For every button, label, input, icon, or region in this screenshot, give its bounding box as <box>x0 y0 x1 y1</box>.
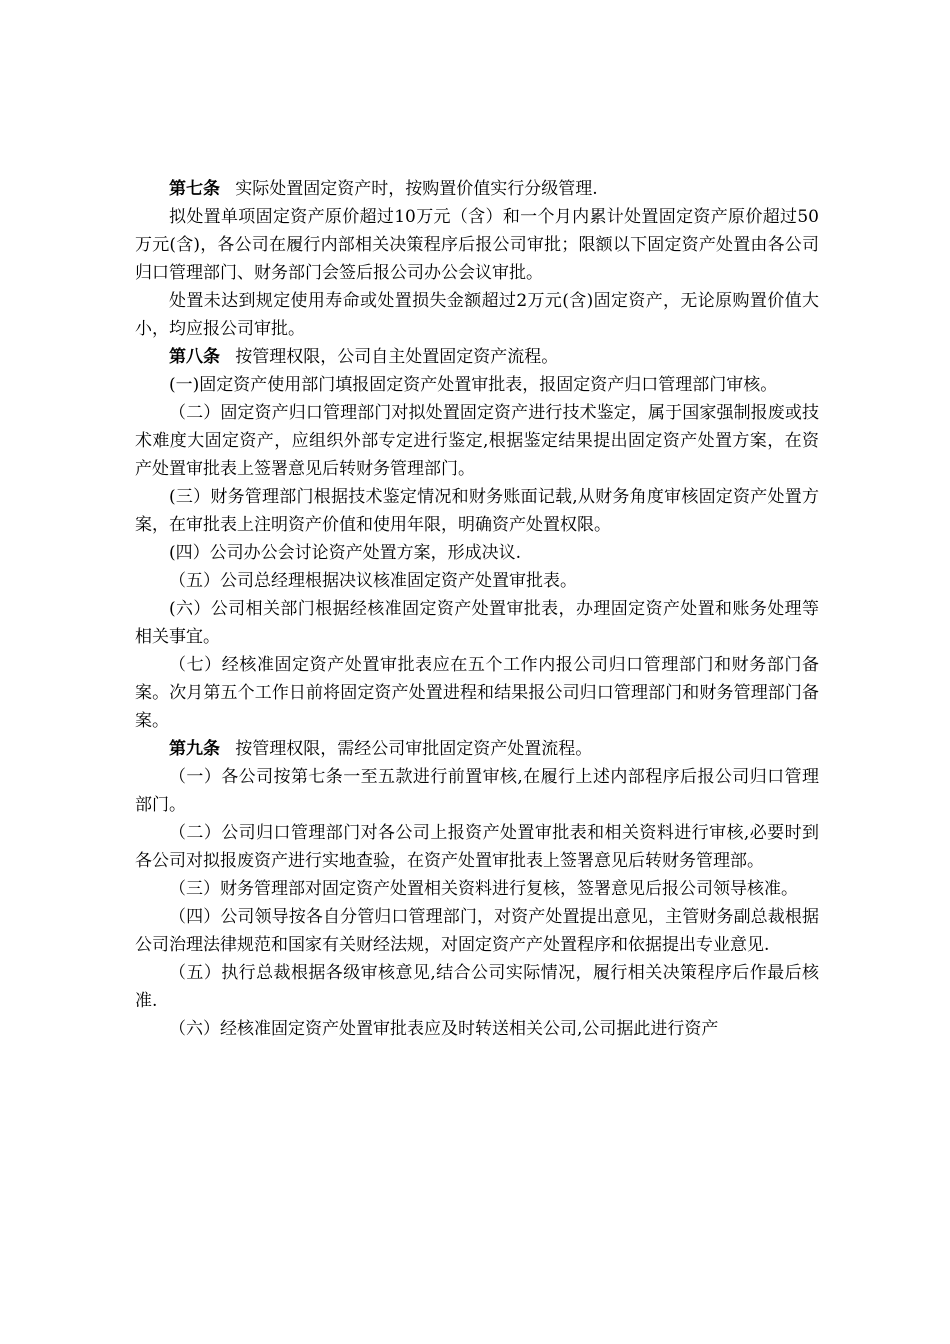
article-7-paragraph <box>135 175 819 203</box>
paragraph-text: (六）公司相关部门根据经核准固定资产处置审批表，办理固定资产处置和账务处理等相关事宜。 <box>135 599 819 647</box>
paragraph-text: （五）执行总裁根据各级审核意见,结合公司实际情况，履行相关决策程序后作最后核准. <box>135 963 819 1011</box>
list-item-paragraph <box>135 1015 819 1043</box>
list-item-paragraph <box>135 875 819 903</box>
article-9-paragraph <box>135 735 819 763</box>
article-heading: 第八条 <box>169 347 220 367</box>
paragraph-text: （二）公司归口管理部门对各公司上报资产处置审批表和相关资料进行审核,必要时到各公司对拟报废资产进行实地查验，在资产处置审批表上签署意见后转财务管理部。 <box>135 823 819 871</box>
list-item-paragraph <box>135 483 819 539</box>
paragraph-text: (三）财务管理部门根据技术鉴定情况和财务账面记载,从财务角度审核固定资产处置方案，在审批表上注明资产价值和使用年限，明确资产处置权限。 <box>135 487 819 535</box>
paragraph-text: （三）财务管理部对固定资产处置相关资料进行复核，签署意见后报公司领导核准。 <box>169 879 798 899</box>
article-heading: 第七条 <box>169 179 220 199</box>
list-item-paragraph <box>135 371 819 399</box>
paragraph-text: 按管理权限，需经公司审批固定资产处置流程。 <box>235 739 593 759</box>
paragraph-text: (一)固定资产使用部门填报固定资产处置审批表，报固定资产归口管理部门审核。 <box>169 375 778 395</box>
paragraph-text: （四）公司领导按各自分管归口管理部门，对资产处置提出意见，主管财务副总裁根据公司治理法律规范和国家有关财经法规，对固定资产产处置程序和依据提出专业意见. <box>135 907 819 955</box>
document-body <box>135 175 819 1043</box>
list-item-paragraph <box>135 595 819 651</box>
list-item-paragraph <box>135 539 819 567</box>
paragraph-text: (四）公司办公会讨论资产处置方案，形成决议. <box>169 543 522 563</box>
paragraph-text: 拟处置单项固定资产原价超过10万元（含）和一个月内累计处置固定资产原价超过50万元(含)，各公司在履行内部相关决策程序后报公司审批；限额以下固定资产处置由各公司归口管理部门、财务部门会签后报公司办公会议审批。 <box>135 207 819 283</box>
list-item-paragraph <box>135 819 819 875</box>
paragraph-text: 实际处置固定资产时，按购置价值实行分级管理. <box>235 179 598 199</box>
paragraph-text: （二）固定资产归口管理部门对拟处置固定资产进行技术鉴定，属于国家强制报废或技术难度大固定资产，应组织外部专定进行鉴定,根据鉴定结果提出固定资产处置方案，在资产处置审批表上签署意见后转财务管理部门。 <box>135 403 819 479</box>
list-item-paragraph <box>135 567 819 595</box>
paragraph-text: （一）各公司按第七条一至五款进行前置审核,在履行上述内部程序后报公司归口管理部门。 <box>135 767 819 815</box>
article-heading: 第九条 <box>169 739 220 759</box>
article-8-paragraph <box>135 343 819 371</box>
list-item-paragraph <box>135 903 819 959</box>
paragraph-text: （五）公司总经理根据决议核准固定资产处置审批表。 <box>169 571 577 591</box>
list-item-paragraph <box>135 399 819 483</box>
list-item-paragraph <box>135 651 819 735</box>
paragraph-text: （七）经核准固定资产处置审批表应在五个工作内报公司归口管理部门和财务部门备案。次月第五个工作日前将固定资产处置进程和结果报公司归口管理部门和财务管理部门备案。 <box>135 655 819 731</box>
list-item-paragraph <box>135 763 819 819</box>
paragraph-text: （六）经核准固定资产处置审批表应及时转送相关公司,公司据此进行资产 <box>169 1019 719 1039</box>
body-paragraph <box>135 203 819 287</box>
paragraph-text: 按管理权限，公司自主处置固定资产流程。 <box>235 347 559 367</box>
list-item-paragraph <box>135 959 819 1015</box>
body-paragraph <box>135 287 819 343</box>
paragraph-text: 处置未达到规定使用寿命或处置损失金额超过2万元(含)固定资产，无论原购置价值大小，均应报公司审批。 <box>135 291 819 339</box>
